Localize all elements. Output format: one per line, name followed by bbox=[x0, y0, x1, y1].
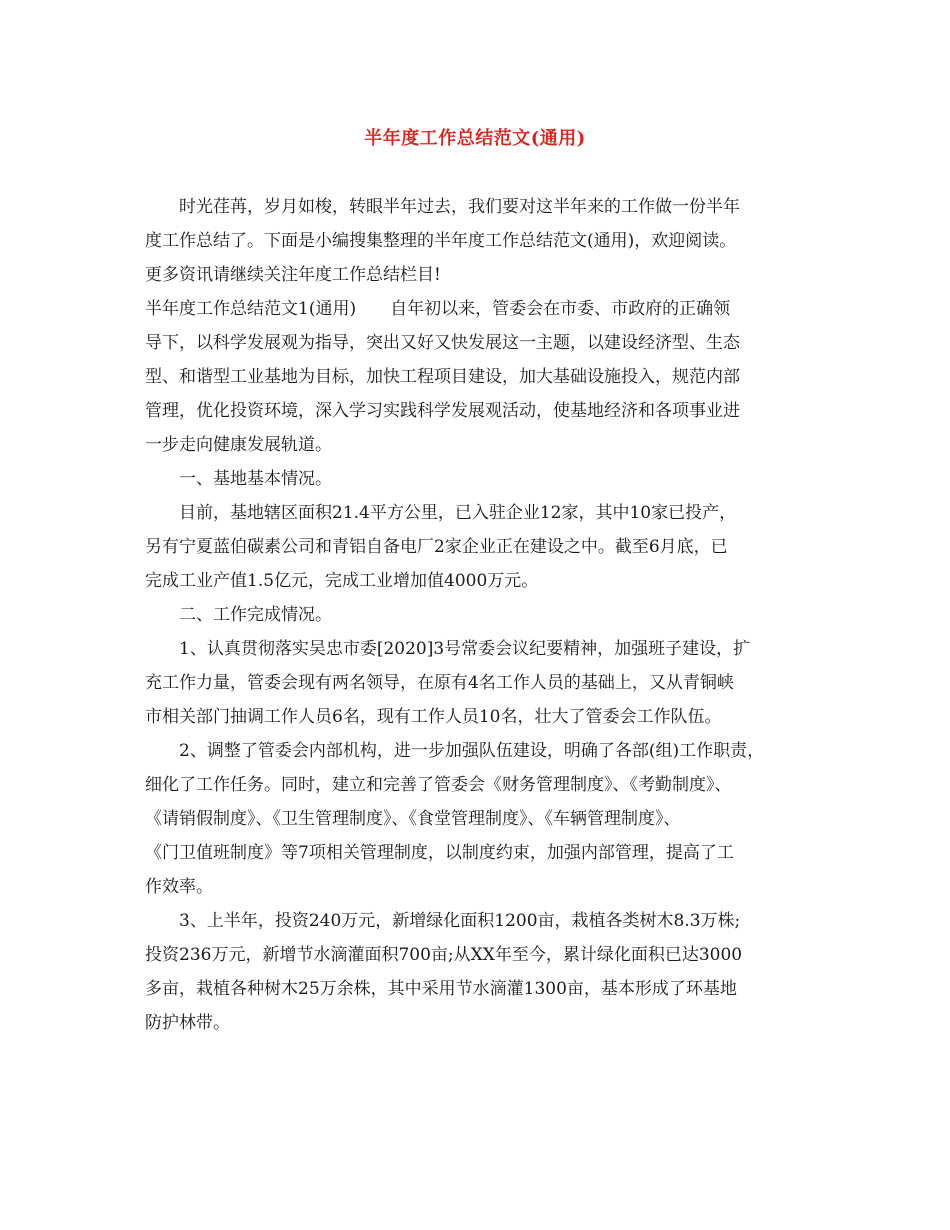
paragraph-line: 作效率。 bbox=[145, 877, 213, 897]
paragraph-line: 更多资讯请继续关注年度工作总结栏目! bbox=[145, 265, 441, 285]
paragraph-line: 度工作总结了。下面是小编搜集整理的半年度工作总结范文(通用)，欢迎阅读。 bbox=[145, 231, 737, 251]
document-body bbox=[145, 190, 815, 1040]
paragraph-line: 时光荏苒，岁月如梭，转眼半年过去，我们要对这半年来的工作做一份半年 bbox=[179, 197, 740, 217]
paragraph-line: 一步走向健康发展轨道。 bbox=[145, 435, 332, 455]
subheading-line: 二、工作完成情况。 bbox=[179, 605, 332, 625]
paragraph-line: 3、上半年，投资240万元，新增绿化面积1200亩，栽植各类树木8.3万株; bbox=[179, 911, 741, 931]
paragraph-line: 型、和谐型工业基地为目标，加快工程项目建设，加大基础设施投入，规范内部 bbox=[145, 367, 740, 387]
paragraph-line: 1、认真贯彻落实吴忠市委[2020]3号常委会议纪要精神，加强班子建设，扩 bbox=[179, 639, 751, 659]
subheading-line: 一、基地基本情况。 bbox=[179, 469, 332, 489]
paragraph-line: 2、调整了管委会内部机构，进一步加强队伍建设，明确了各部(组)工作职责， bbox=[179, 741, 765, 761]
paragraph-line: 细化了工作任务。同时，建立和完善了管委会《财务管理制度》、《考勤制度》、 bbox=[145, 775, 732, 795]
paragraph-text: 自年初以来，管委会在市委、市政府的正确领 bbox=[390, 299, 731, 319]
paragraph-line: 充工作力量，管委会现有两名领导，在原有4名工作人员的基础上，又从青铜峡 bbox=[145, 673, 734, 693]
paragraph-line: 完成工业产值1.5亿元，完成工业增加值4000万元。 bbox=[145, 571, 539, 591]
paragraph-line: 投资236万元，新增节水滴灌面积700亩;从XX年至今，累计绿化面积已达3000 bbox=[145, 945, 743, 965]
paragraph-line: 导下，以科学发展观为指导，突出又好又快发展这一主题，以建设经济型、生态 bbox=[145, 333, 740, 353]
paragraph-line: 《门卫值班制度》等7项相关管理制度，以制度约束，加强内部管理，提高了工 bbox=[145, 843, 734, 863]
document-title: 半年度工作总结范文(通用) bbox=[364, 128, 586, 149]
paragraph-line: 管理，优化投资环境，深入学习实践科学发展观活动，使基地经济和各项事业进 bbox=[145, 401, 740, 421]
paragraph-line: 目前，基地辖区面积21.4平方公里，已入驻企业12家，其中10家已投产， bbox=[179, 503, 737, 523]
section-heading-line bbox=[145, 292, 815, 326]
paragraph-line: 《请销假制度》、《卫生管理制度》、《食堂管理制度》、《车辆管理制度》、 bbox=[145, 809, 681, 829]
section-heading: 半年度工作总结范文1(通用) bbox=[145, 299, 357, 319]
paragraph-line: 多亩，栽植各种树木25万余株，其中采用节水滴灌1300亩，基本形成了环基地 bbox=[145, 979, 737, 999]
paragraph-line: 防护林带。 bbox=[145, 1013, 230, 1033]
paragraph-line: 另有宁夏蓝伯碳素公司和青铝自备电厂2家企业正在建设之中。截至6月底，已 bbox=[145, 537, 728, 557]
paragraph-line: 市相关部门抽调工作人员6名，现有工作人员10名，壮大了管委会工作队伍。 bbox=[145, 707, 722, 727]
